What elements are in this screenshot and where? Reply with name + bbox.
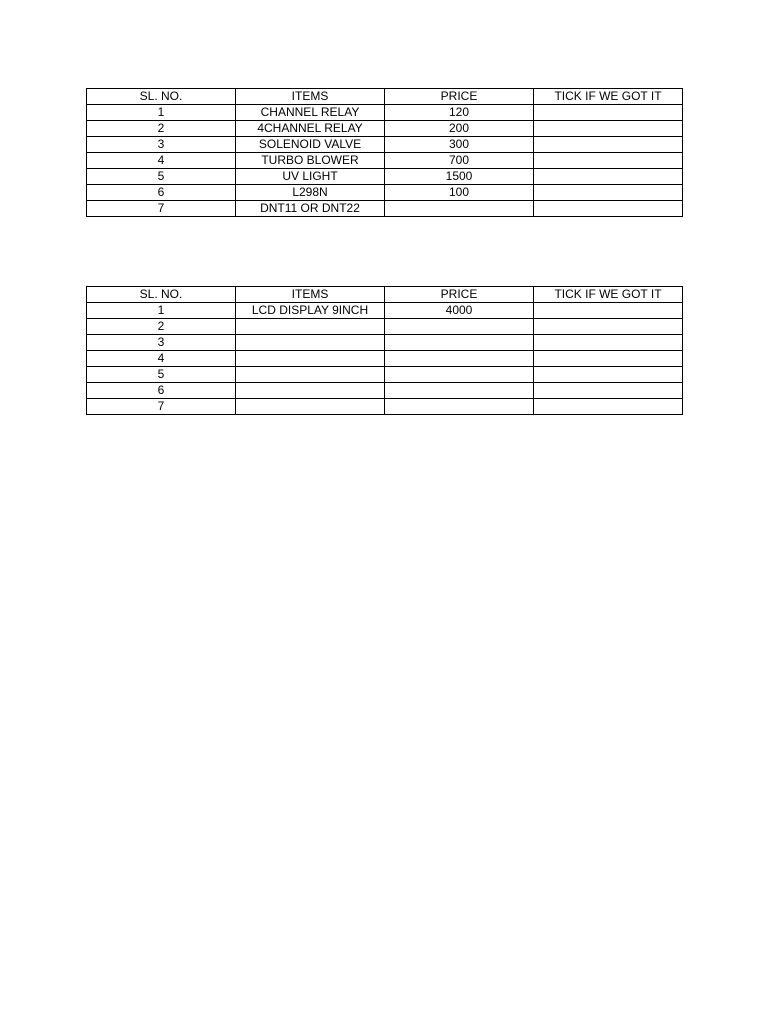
cell-tick[interactable] <box>534 367 683 383</box>
cell-price[interactable]: 200 <box>385 121 534 137</box>
cell-item[interactable] <box>236 399 385 415</box>
cell-tick[interactable] <box>534 335 683 351</box>
cell-item[interactable] <box>236 335 385 351</box>
cell-item[interactable] <box>236 383 385 399</box>
cell-sl-no[interactable]: 6 <box>87 383 236 399</box>
cell-price[interactable] <box>385 351 534 367</box>
header-tick: TICK IF WE GOT IT <box>534 287 683 303</box>
cell-item[interactable]: SOLENOID VALVE <box>236 137 385 153</box>
header-row <box>87 89 683 105</box>
cell-tick[interactable] <box>534 153 683 169</box>
header-tick: TICK IF WE GOT IT <box>534 89 683 105</box>
table-row <box>87 367 683 383</box>
header-items: ITEMS <box>236 89 385 105</box>
cell-price[interactable]: 120 <box>385 105 534 121</box>
cell-price[interactable] <box>385 201 534 217</box>
cell-sl-no[interactable]: 6 <box>87 185 236 201</box>
table-body <box>87 105 683 217</box>
header-sl-no: SL. NO. <box>87 89 236 105</box>
cell-tick[interactable] <box>534 121 683 137</box>
cell-tick[interactable] <box>534 319 683 335</box>
cell-item[interactable]: UV LIGHT <box>236 169 385 185</box>
cell-sl-no[interactable]: 5 <box>87 169 236 185</box>
table-row <box>87 399 683 415</box>
table-row <box>87 185 683 201</box>
cell-item[interactable]: 4CHANNEL RELAY <box>236 121 385 137</box>
header-row <box>87 287 683 303</box>
cell-tick[interactable] <box>534 137 683 153</box>
cell-tick[interactable] <box>534 105 683 121</box>
cell-price[interactable] <box>385 383 534 399</box>
cell-sl-no[interactable]: 7 <box>87 201 236 217</box>
table-row <box>87 121 683 137</box>
cell-item[interactable] <box>236 367 385 383</box>
cell-item[interactable] <box>236 319 385 335</box>
cell-sl-no[interactable]: 5 <box>87 367 236 383</box>
table-row <box>87 335 683 351</box>
cell-item[interactable]: LCD DISPLAY 9INCH <box>236 303 385 319</box>
cell-price[interactable] <box>385 319 534 335</box>
cell-item[interactable]: L298N <box>236 185 385 201</box>
header-items: ITEMS <box>236 287 385 303</box>
cell-price[interactable] <box>385 399 534 415</box>
cell-tick[interactable] <box>534 185 683 201</box>
table-row <box>87 105 683 121</box>
table-row <box>87 153 683 169</box>
table-row <box>87 383 683 399</box>
cell-tick[interactable] <box>534 201 683 217</box>
cell-tick[interactable] <box>534 383 683 399</box>
header-price: PRICE <box>385 287 534 303</box>
cell-sl-no[interactable]: 3 <box>87 335 236 351</box>
cell-sl-no[interactable]: 2 <box>87 319 236 335</box>
cell-price[interactable]: 1500 <box>385 169 534 185</box>
items-table-1 <box>86 88 683 217</box>
cell-sl-no[interactable]: 4 <box>87 351 236 367</box>
cell-sl-no[interactable]: 1 <box>87 303 236 319</box>
cell-item[interactable]: DNT11 OR DNT22 <box>236 201 385 217</box>
header-sl-no: SL. NO. <box>87 287 236 303</box>
cell-sl-no[interactable]: 4 <box>87 153 236 169</box>
cell-tick[interactable] <box>534 351 683 367</box>
cell-sl-no[interactable]: 3 <box>87 137 236 153</box>
table-row <box>87 303 683 319</box>
table-row <box>87 201 683 217</box>
cell-price[interactable]: 4000 <box>385 303 534 319</box>
items-table-2 <box>86 286 683 415</box>
cell-price[interactable]: 300 <box>385 137 534 153</box>
cell-item[interactable]: CHANNEL RELAY <box>236 105 385 121</box>
cell-price[interactable]: 100 <box>385 185 534 201</box>
cell-sl-no[interactable]: 1 <box>87 105 236 121</box>
cell-item[interactable] <box>236 351 385 367</box>
cell-item[interactable]: TURBO BLOWER <box>236 153 385 169</box>
cell-price[interactable] <box>385 335 534 351</box>
cell-sl-no[interactable]: 7 <box>87 399 236 415</box>
table-row <box>87 169 683 185</box>
table-row <box>87 351 683 367</box>
header-price: PRICE <box>385 89 534 105</box>
cell-price[interactable] <box>385 367 534 383</box>
table-row <box>87 137 683 153</box>
cell-tick[interactable] <box>534 169 683 185</box>
cell-tick[interactable] <box>534 399 683 415</box>
table-body <box>87 303 683 415</box>
cell-tick[interactable] <box>534 303 683 319</box>
cell-price[interactable]: 700 <box>385 153 534 169</box>
cell-sl-no[interactable]: 2 <box>87 121 236 137</box>
table-row <box>87 319 683 335</box>
